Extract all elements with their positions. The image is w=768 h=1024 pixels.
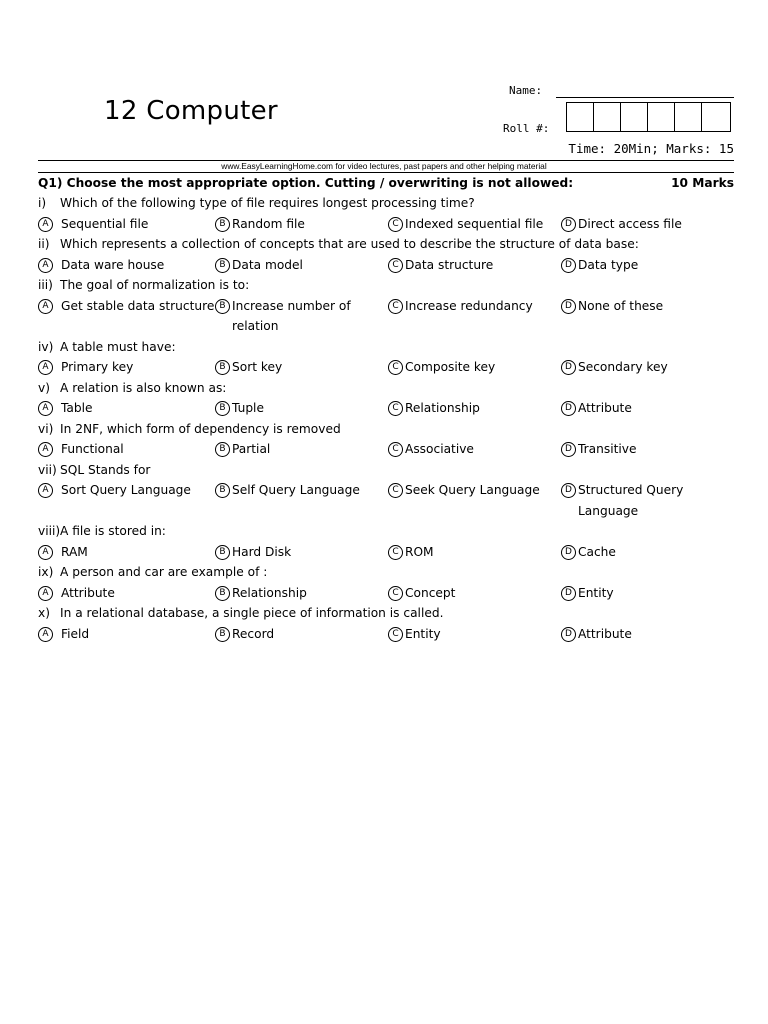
answer-option[interactable] bbox=[215, 255, 388, 276]
option-text: Relationship bbox=[232, 585, 307, 600]
question-row bbox=[38, 562, 738, 583]
option-bubble-a[interactable]: A bbox=[38, 483, 53, 498]
question-row bbox=[38, 460, 738, 481]
roll-digit-box[interactable] bbox=[594, 103, 621, 131]
option-bubble-d[interactable]: D bbox=[561, 258, 576, 273]
question-number: i) bbox=[38, 196, 47, 210]
question-row bbox=[38, 234, 738, 255]
option-bubble-c[interactable]: C bbox=[388, 360, 403, 375]
question-text: In a relational database, a single piece of information is called. bbox=[60, 606, 444, 620]
option-bubble-a[interactable]: A bbox=[38, 258, 53, 273]
option-text: Data structure bbox=[405, 257, 494, 272]
option-bubble-b[interactable]: B bbox=[215, 299, 230, 314]
question-text: SQL Stands for bbox=[60, 462, 151, 477]
option-text: Attribute bbox=[61, 585, 115, 600]
option-bubble-d[interactable]: D bbox=[561, 217, 576, 232]
option-text: RAM bbox=[61, 544, 88, 559]
option-text: Composite key bbox=[405, 360, 496, 374]
option-bubble-b[interactable]: B bbox=[215, 483, 230, 498]
options-row bbox=[38, 255, 738, 276]
answer-option[interactable] bbox=[388, 480, 561, 521]
roll-digit-box[interactable] bbox=[621, 103, 648, 131]
option-text: Cache bbox=[578, 544, 616, 559]
option-bubble-c[interactable]: C bbox=[388, 258, 403, 273]
question-text: The goal of normalization is to: bbox=[60, 278, 250, 292]
options-row bbox=[38, 583, 738, 604]
question-row bbox=[38, 419, 738, 440]
option-bubble-a[interactable]: A bbox=[38, 299, 53, 314]
option-text: Data type bbox=[578, 257, 639, 272]
answer-option[interactable] bbox=[388, 357, 561, 378]
answer-option[interactable] bbox=[388, 583, 561, 604]
option-text: Attribute bbox=[578, 626, 632, 641]
option-bubble-b[interactable]: B bbox=[215, 586, 230, 601]
time-and-marks: Time: 20Min; Marks: 15 bbox=[568, 141, 734, 156]
answer-option[interactable] bbox=[561, 624, 738, 645]
answer-option[interactable] bbox=[38, 439, 215, 460]
question-number: vi) bbox=[38, 421, 54, 436]
option-bubble-a[interactable]: A bbox=[38, 360, 53, 375]
question-text: In 2NF, which form of dependency is removed bbox=[60, 421, 341, 436]
option-text: Entity bbox=[405, 626, 441, 641]
option-text: Functional bbox=[61, 442, 124, 456]
option-bubble-c[interactable]: C bbox=[388, 545, 403, 560]
option-text: Indexed sequential file bbox=[405, 216, 544, 231]
option-bubble-d[interactable]: D bbox=[561, 586, 576, 601]
option-bubble-c[interactable]: C bbox=[388, 401, 403, 416]
question-text: A table must have: bbox=[60, 339, 176, 354]
answer-option[interactable] bbox=[38, 398, 215, 419]
option-bubble-c[interactable]: C bbox=[388, 217, 403, 232]
option-text: Attribute bbox=[578, 401, 632, 415]
question-row bbox=[38, 603, 738, 624]
paper-title: 12 Computer bbox=[104, 96, 278, 126]
section-instructions: Q1) Choose the most appropriate option. Cutting / overwriting is not allowed: bbox=[38, 176, 574, 190]
option-text: Field bbox=[61, 626, 90, 641]
answer-option[interactable] bbox=[38, 542, 215, 563]
options-row bbox=[38, 542, 738, 563]
question-text: A person and car are example of : bbox=[60, 565, 268, 579]
option-bubble-c[interactable]: C bbox=[388, 586, 403, 601]
answer-option[interactable] bbox=[215, 357, 388, 378]
option-bubble-d[interactable]: D bbox=[561, 627, 576, 642]
option-bubble-c[interactable]: C bbox=[388, 299, 403, 314]
website-banner: www.EasyLearningHome.com for video lectures, past papers and other helping material bbox=[221, 161, 547, 171]
roll-digit-box[interactable] bbox=[567, 103, 594, 131]
question-number: vii) bbox=[38, 462, 57, 477]
option-text: Secondary key bbox=[578, 360, 668, 374]
option-bubble-a[interactable]: A bbox=[38, 545, 53, 560]
option-text: Record bbox=[232, 626, 275, 641]
answer-option[interactable] bbox=[561, 542, 738, 563]
option-text: Sort key bbox=[232, 360, 283, 374]
answer-option[interactable] bbox=[561, 296, 738, 337]
option-text: Direct access file bbox=[578, 216, 682, 231]
option-bubble-d[interactable]: D bbox=[561, 483, 576, 498]
option-bubble-b[interactable]: B bbox=[215, 401, 230, 416]
question-number: ix) bbox=[38, 565, 54, 579]
option-text: Entity bbox=[578, 585, 614, 600]
answer-option[interactable] bbox=[38, 296, 215, 337]
answer-option[interactable] bbox=[215, 439, 388, 460]
section-marks: 10 Marks bbox=[671, 176, 734, 190]
answer-option[interactable] bbox=[215, 542, 388, 563]
option-text: Random file bbox=[232, 216, 305, 231]
answer-option[interactable] bbox=[561, 480, 738, 521]
question-row bbox=[38, 337, 738, 358]
answer-option[interactable] bbox=[561, 439, 738, 460]
divider bbox=[38, 172, 734, 173]
answer-option[interactable] bbox=[38, 214, 215, 235]
name-field[interactable] bbox=[556, 97, 734, 98]
answer-option[interactable] bbox=[38, 357, 215, 378]
option-text: ROM bbox=[405, 544, 434, 559]
question-number: iii) bbox=[38, 278, 53, 292]
option-text: Sequential file bbox=[61, 216, 149, 231]
answer-option[interactable] bbox=[561, 583, 738, 604]
answer-option[interactable] bbox=[388, 398, 561, 419]
answer-option[interactable] bbox=[388, 439, 561, 460]
option-bubble-d[interactable]: D bbox=[561, 545, 576, 560]
question-number: viii) bbox=[38, 524, 61, 538]
option-text: Relationship bbox=[405, 401, 480, 415]
option-text: Increase redundancy bbox=[405, 298, 533, 313]
option-bubble-b[interactable]: B bbox=[215, 258, 230, 273]
option-text: Hard Disk bbox=[232, 544, 292, 559]
option-text: Structured Query Language bbox=[578, 483, 684, 518]
answer-option[interactable] bbox=[561, 214, 738, 235]
roll-digit-box[interactable] bbox=[702, 103, 730, 131]
answer-option[interactable] bbox=[388, 255, 561, 276]
option-text: Increase number of relation bbox=[232, 298, 351, 333]
option-text: Tuple bbox=[232, 401, 264, 415]
roll-number-label: Roll #: bbox=[503, 122, 550, 135]
roll-digit-box[interactable] bbox=[675, 103, 702, 131]
question-number: iv) bbox=[38, 339, 54, 354]
name-label: Name: bbox=[509, 84, 543, 97]
question-number: ii) bbox=[38, 237, 50, 251]
answer-option[interactable] bbox=[215, 583, 388, 604]
options-row bbox=[38, 439, 738, 460]
question-text: A relation is also known as: bbox=[60, 380, 227, 395]
answer-option[interactable] bbox=[215, 624, 388, 645]
question-text: Which of the following type of file requires longest processing time? bbox=[60, 196, 475, 210]
option-text: Primary key bbox=[61, 360, 134, 374]
option-text: Sort Query Language bbox=[61, 483, 191, 497]
options-row bbox=[38, 214, 738, 235]
option-text: Table bbox=[61, 401, 93, 415]
question-number: x) bbox=[38, 606, 50, 620]
option-text: Partial bbox=[232, 442, 271, 456]
question-number: v) bbox=[38, 380, 50, 395]
options-row bbox=[38, 357, 738, 378]
options-row bbox=[38, 624, 738, 645]
option-text: Seek Query Language bbox=[405, 483, 540, 497]
option-text: Get stable data structure bbox=[61, 298, 215, 313]
options-row bbox=[38, 480, 738, 521]
section-heading bbox=[38, 175, 734, 191]
option-text: Data model bbox=[232, 257, 303, 272]
option-bubble-c[interactable]: C bbox=[388, 627, 403, 642]
option-text: Self Query Language bbox=[232, 483, 360, 497]
option-bubble-a[interactable]: A bbox=[38, 627, 53, 642]
answer-option[interactable] bbox=[215, 296, 388, 337]
option-text: Data ware house bbox=[61, 257, 165, 272]
option-bubble-b[interactable]: B bbox=[215, 627, 230, 642]
answer-option[interactable] bbox=[38, 583, 215, 604]
option-bubble-c[interactable]: C bbox=[388, 442, 403, 457]
answer-option[interactable] bbox=[215, 480, 388, 521]
option-text: Associative bbox=[405, 442, 474, 456]
answer-option[interactable] bbox=[388, 296, 561, 337]
question-row bbox=[38, 275, 738, 296]
option-bubble-a[interactable]: A bbox=[38, 586, 53, 601]
answer-option[interactable] bbox=[215, 398, 388, 419]
option-bubble-b[interactable]: B bbox=[215, 442, 230, 457]
answer-option[interactable] bbox=[561, 398, 738, 419]
option-bubble-a[interactable]: A bbox=[38, 401, 53, 416]
option-bubble-a[interactable]: A bbox=[38, 217, 53, 232]
option-bubble-a[interactable]: A bbox=[38, 442, 53, 457]
question-row bbox=[38, 521, 738, 542]
option-text: Transitive bbox=[578, 442, 637, 456]
answer-option[interactable] bbox=[215, 214, 388, 235]
option-bubble-b[interactable]: B bbox=[215, 217, 230, 232]
option-bubble-d[interactable]: D bbox=[561, 401, 576, 416]
roll-digit-box[interactable] bbox=[648, 103, 675, 131]
answer-option[interactable] bbox=[388, 214, 561, 235]
question-text: Which represents a collection of concepts that are used to describe the structure of data base: bbox=[60, 237, 639, 251]
option-bubble-d[interactable]: D bbox=[561, 360, 576, 375]
question-list bbox=[38, 193, 738, 644]
answer-option[interactable] bbox=[561, 357, 738, 378]
roll-number-boxes bbox=[566, 102, 731, 132]
answer-option[interactable] bbox=[38, 255, 215, 276]
question-text: A file is stored in: bbox=[60, 524, 166, 538]
question-row bbox=[38, 193, 738, 214]
option-bubble-d[interactable]: D bbox=[561, 442, 576, 457]
options-row bbox=[38, 398, 738, 419]
answer-option[interactable] bbox=[388, 624, 561, 645]
answer-option[interactable] bbox=[38, 480, 215, 521]
question-row bbox=[38, 378, 738, 399]
option-bubble-b[interactable]: B bbox=[215, 360, 230, 375]
option-text: None of these bbox=[578, 298, 664, 313]
answer-option[interactable] bbox=[388, 542, 561, 563]
options-row bbox=[38, 296, 738, 337]
option-bubble-d[interactable]: D bbox=[561, 299, 576, 314]
option-text: Concept bbox=[405, 585, 456, 600]
answer-option[interactable] bbox=[561, 255, 738, 276]
answer-option[interactable] bbox=[38, 624, 215, 645]
option-bubble-c[interactable]: C bbox=[388, 483, 403, 498]
option-bubble-b[interactable]: B bbox=[215, 545, 230, 560]
